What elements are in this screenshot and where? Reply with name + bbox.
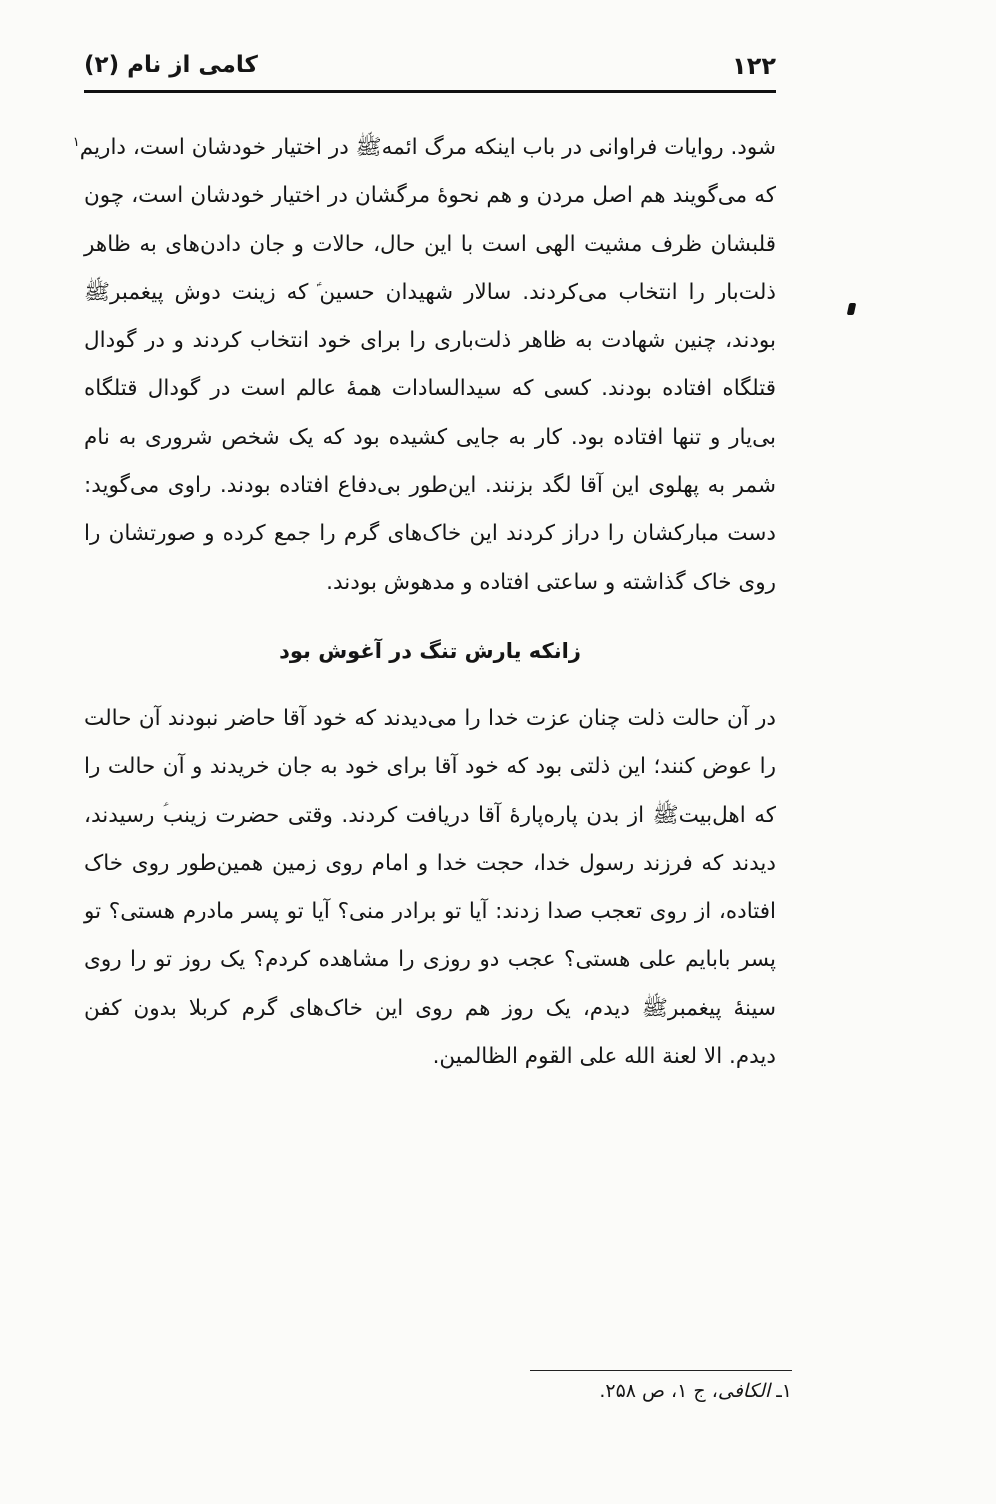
paragraph-1 <box>72 124 776 607</box>
footnote-marker: ۱ <box>72 134 80 150</box>
page-number: ۱۲۲ <box>732 52 776 80</box>
text-line: شمر به پهلوی این آقا لگد بزنند. این‌طور بی‌دفاع افتاده بودند. راوی می‌گوید: <box>84 473 776 499</box>
text-line: قلبشان ظرف مشیت الهی است با این حال، حالات و جان دادن‌های به ظاهر <box>84 231 776 257</box>
body-text <box>72 124 776 1081</box>
poem-line: زانکه یارش تنگ در آغوش بود <box>279 638 581 663</box>
header-rule <box>84 90 776 93</box>
text-line: که اهل‌بیت‌ﷺ از بدن پاره‌پارهٔ آقا دریافت کردند. وقتی حضرت زینب‌ؑ رسیدند، <box>84 802 776 828</box>
text-line: بودند، چنین شهادت به ظاهر ذلت‌باری را برای خود انتخاب کردند و در گودال <box>84 328 776 354</box>
footnote <box>599 1380 792 1402</box>
text-line: افتاده، از روی تعجب صدا زدند: آیا تو برادر منی؟ آیا تو پسر مادرم هستی؟ تو <box>84 899 776 925</box>
text-line: دیدند که فرزند رسول خدا، حجت خدا و امام روی زمین همین‌طور روی خاک <box>84 850 776 876</box>
page-header <box>84 46 776 90</box>
text-line: روی خاک گذاشته و ساعتی افتاده و مدهوش بودند. <box>326 569 776 595</box>
text-line: قتلگاه افتاده بودند. کسی که سیدالسادات همهٔ عالم است در گودال قتلگاه <box>84 376 776 402</box>
text-line: دست مبارکشان را دراز کردند این خاک‌های گرم را جمع کرده و صورتشان را <box>84 521 776 547</box>
book-title: کامی از نام (۲) <box>84 52 258 78</box>
margin-mark <box>847 303 857 315</box>
footnote-detail: ، ج ۱، ص ۲۵۸. <box>599 1380 718 1402</box>
text-line: سینهٔ پیغمبرﷺ دیدم، یک روز هم روی این خاک‌های گرم کربلا بدون کفن <box>84 995 776 1021</box>
text-line: دیدم. الا لعنة الله علی القوم الظالمین. <box>432 1044 776 1070</box>
text-line: پسر بابایم علی هستی؟ عجب دو روزی را مشاهده کردم؟ یک روز تو را روی <box>84 947 776 973</box>
text-line: ذلت‌بار را انتخاب می‌کردند. سالار شهیدان حسین‌ؑ که زینت دوش پیغمبرﷺ <box>84 279 776 305</box>
footnote-source: الکافی <box>717 1380 771 1402</box>
text-line: بی‌یار و تنها افتاده بود. کار به جایی کشیده بود که یک شخص شروری به نام <box>84 424 776 450</box>
text-line: که می‌گویند هم اصل مردن و هم نحوهٔ مرگشان در اختیار خودشان است، چون <box>84 183 776 209</box>
text-line: شود. روایات فراوانی در باب اینکه مرگ ائمه‌ﷺ در اختیار خودشان است، داریم$^۱$ <box>72 134 776 160</box>
footnote-rule <box>530 1370 792 1371</box>
text-line: را عوض کنند؛ این ذلتی بود که خود آقا برای خود به جان خریدند و آن حالت را <box>84 754 776 780</box>
text-line: در آن حالت ذلت چنان عزت خدا را می‌دیدند که خود آقا حاضر نبودند آن حالت <box>84 705 776 731</box>
footnote-number: ۱ـ <box>776 1380 792 1402</box>
paragraph-2 <box>84 695 776 1081</box>
